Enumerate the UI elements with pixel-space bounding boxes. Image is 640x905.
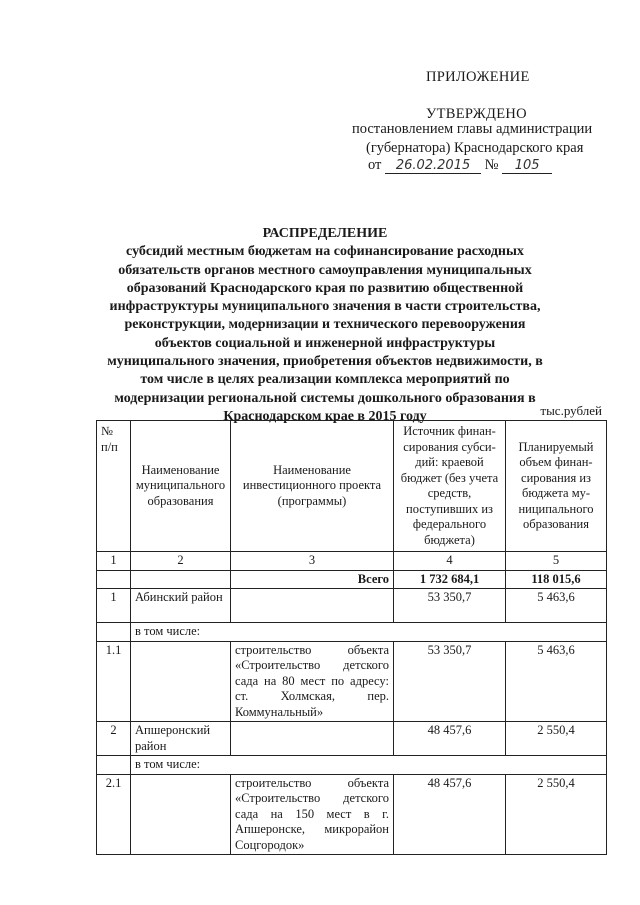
table-row <box>97 774 607 855</box>
row-project <box>231 589 394 623</box>
col-number: 3 <box>231 552 394 571</box>
row-municipal: 2 550,4 <box>506 722 607 756</box>
col-header-project: Наименование инвестиционного проекта (программы) <box>231 421 394 552</box>
decree-line-1: постановлением главы администрации <box>352 121 593 137</box>
row-municipality: Апшеронский район <box>131 722 231 756</box>
total-municipal: 118 015,6 <box>506 570 607 589</box>
total-label: Всего <box>231 570 394 589</box>
col-header-municipality: Наименование муниципального образования <box>131 421 231 552</box>
title-heading: РАСПРЕДЕЛЕНИЕ <box>262 226 388 241</box>
col-number: 1 <box>97 552 131 571</box>
decree-line-2: (губернатора) Краснодарского края <box>366 140 584 156</box>
row-number: 2 <box>97 722 131 756</box>
row-regional: 48 457,6 <box>394 774 506 855</box>
number-label: № <box>484 157 499 173</box>
including-label: в том числе: <box>131 756 607 775</box>
row-project <box>231 722 394 756</box>
distribution-table <box>96 420 607 855</box>
row-municipality <box>131 641 231 722</box>
total-regional: 1 732 684,1 <box>394 570 506 589</box>
table-row <box>97 641 607 722</box>
col-number: 4 <box>394 552 506 571</box>
including-row <box>97 756 607 775</box>
appendix-label: ПРИЛОЖЕНИЕ <box>426 69 530 85</box>
row-number: 1.1 <box>97 641 131 722</box>
col-number: 5 <box>506 552 607 571</box>
title-text: субсидий местным бюджетам на софинансирование расходных обязательств органов местного самоуправления муниципальных образований Краснодарского края по развитию общественной инфраструктуры муниципального значения в части строительства, реконструкции, модернизации и технического перевооружения объектов социальной и инженерной инфраструктуры муниципального значения, приобретения объектов недвижимости, в том числе в целях реализации комплекса мероприятий по модернизации региональной системы дошкольного образования в Краснодарском крае в 2015 году <box>107 244 543 424</box>
approved-label: УТВЕРЖДЕНО <box>426 106 527 122</box>
row-project: строительство объекта «Строительство детского сада на 80 мест по адресу: ст. Холмская, пер. Коммунальный» <box>231 641 394 722</box>
row-number: 2.1 <box>97 774 131 855</box>
row-regional: 53 350,7 <box>394 641 506 722</box>
from-label: от <box>368 157 382 173</box>
col-number-row <box>97 552 607 571</box>
row-municipality <box>131 774 231 855</box>
including-row <box>97 623 607 642</box>
document-title <box>100 225 550 426</box>
decree-number: 105 <box>502 159 552 174</box>
unit-label: тыс.рублей <box>540 403 602 418</box>
table-row <box>97 722 607 756</box>
row-number: 1 <box>97 589 131 623</box>
row-municipal: 5 463,6 <box>506 589 607 623</box>
table-row <box>97 589 607 623</box>
total-row <box>97 570 607 589</box>
date-number-line <box>368 156 552 174</box>
header-row <box>97 421 607 552</box>
col-number: 2 <box>131 552 231 571</box>
row-regional: 53 350,7 <box>394 589 506 623</box>
row-municipal: 5 463,6 <box>506 641 607 722</box>
row-project: строительство объекта «Строительство детского сада на 150 мест в г. Апшеронске, микрорайон Соцгородок» <box>231 774 394 855</box>
row-municipality: Абинский район <box>131 589 231 623</box>
row-municipal: 2 550,4 <box>506 774 607 855</box>
col-header-regional: Источник финан-сирования субси-дий: краевой бюджет (без учета средств, поступивших из федерального бюджета) <box>394 421 506 552</box>
col-header-number: № п/п <box>97 421 131 552</box>
decree-date: 26.02.2015 <box>385 159 481 174</box>
col-header-municipal: Планируемый объем финан-сирования из бюджета му-ниципального образования <box>506 421 607 552</box>
row-regional: 48 457,6 <box>394 722 506 756</box>
including-label: в том числе: <box>131 623 607 642</box>
